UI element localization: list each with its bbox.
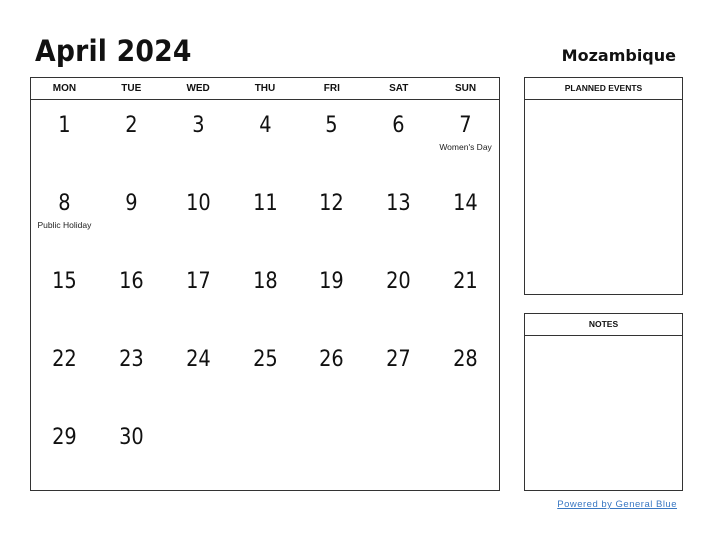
day-cell bbox=[365, 256, 432, 334]
day-cell bbox=[31, 334, 98, 412]
day-cell bbox=[432, 100, 499, 178]
day-cell bbox=[232, 100, 299, 178]
weekday-sat: SAT bbox=[389, 83, 409, 94]
day-number: 6 bbox=[392, 113, 405, 138]
day-number: 28 bbox=[453, 347, 478, 372]
day-cell bbox=[365, 100, 432, 178]
day-number: 25 bbox=[252, 347, 278, 372]
day-number: 23 bbox=[118, 347, 144, 372]
day-cell bbox=[298, 178, 365, 256]
day-cell bbox=[232, 178, 299, 256]
weekday-fri: FRI bbox=[323, 83, 340, 94]
day-cell bbox=[165, 100, 232, 178]
day-number: 15 bbox=[52, 269, 77, 294]
day-cell bbox=[365, 334, 432, 412]
day-number: 29 bbox=[52, 425, 77, 450]
day-number: 20 bbox=[386, 269, 412, 294]
day-number: 24 bbox=[185, 347, 211, 372]
day-cell bbox=[31, 412, 98, 490]
day-number: 1 bbox=[58, 113, 71, 138]
day-number: 3 bbox=[191, 113, 205, 138]
day-cell bbox=[165, 256, 232, 334]
day-cell bbox=[232, 334, 299, 412]
day-number: 30 bbox=[118, 425, 144, 450]
day-cell bbox=[432, 178, 499, 256]
day-cell bbox=[31, 178, 98, 256]
day-number: 17 bbox=[185, 269, 211, 294]
weekday-header bbox=[31, 78, 499, 100]
day-cell bbox=[98, 412, 165, 490]
day-cell bbox=[432, 256, 499, 334]
day-number: 19 bbox=[319, 269, 345, 294]
day-cell bbox=[432, 412, 499, 490]
day-cell bbox=[98, 178, 165, 256]
calendar-grid bbox=[31, 100, 499, 490]
powered-by-link[interactable]: Powered by General Blue bbox=[557, 499, 677, 510]
day-cell bbox=[298, 334, 365, 412]
day-number: 14 bbox=[453, 191, 478, 216]
weekday-thu: THU bbox=[254, 83, 276, 94]
day-cell bbox=[365, 178, 432, 256]
month-calendar bbox=[30, 77, 500, 491]
day-number: 11 bbox=[252, 191, 278, 216]
day-number: 21 bbox=[453, 269, 478, 294]
day-cell bbox=[165, 334, 232, 412]
day-cell bbox=[31, 100, 98, 178]
day-cell bbox=[232, 412, 299, 490]
day-cell bbox=[298, 412, 365, 490]
weekday-wed: WED bbox=[186, 83, 210, 94]
weekday-sun: SUN bbox=[455, 83, 477, 94]
holiday-label: Public Holiday bbox=[37, 220, 92, 230]
planned-events-title: PLANNED EVENTS bbox=[525, 78, 682, 100]
planned-events-panel bbox=[524, 77, 683, 295]
day-number: 4 bbox=[258, 113, 272, 138]
day-cell bbox=[98, 100, 165, 178]
day-number: 13 bbox=[386, 191, 412, 216]
holiday-label: Women's Day bbox=[439, 142, 492, 152]
day-cell bbox=[98, 334, 165, 412]
day-cell bbox=[365, 412, 432, 490]
day-number: 16 bbox=[118, 269, 144, 294]
day-cell bbox=[98, 256, 165, 334]
day-number: 5 bbox=[325, 113, 339, 138]
day-number: 26 bbox=[319, 347, 345, 372]
day-cell bbox=[432, 334, 499, 412]
day-number: 12 bbox=[319, 191, 345, 216]
day-number: 9 bbox=[125, 191, 138, 216]
notes-title: NOTES bbox=[525, 314, 682, 336]
day-cell bbox=[298, 100, 365, 178]
weekday-mon: MON bbox=[52, 83, 77, 94]
day-number: 22 bbox=[52, 347, 77, 372]
day-number: 27 bbox=[386, 347, 412, 372]
day-number: 2 bbox=[125, 113, 138, 138]
day-number: 10 bbox=[185, 191, 211, 216]
day-cell bbox=[31, 256, 98, 334]
weekday-tue: TUE bbox=[121, 83, 142, 94]
day-cell bbox=[232, 256, 299, 334]
country-name: Mozambique bbox=[561, 46, 676, 65]
page-title: April 2024 bbox=[35, 34, 192, 68]
day-number: 8 bbox=[58, 191, 71, 216]
day-cell bbox=[298, 256, 365, 334]
day-cell bbox=[165, 412, 232, 490]
day-number: 18 bbox=[252, 269, 278, 294]
day-cell bbox=[165, 178, 232, 256]
notes-panel bbox=[524, 313, 683, 491]
day-number: 7 bbox=[459, 113, 472, 138]
